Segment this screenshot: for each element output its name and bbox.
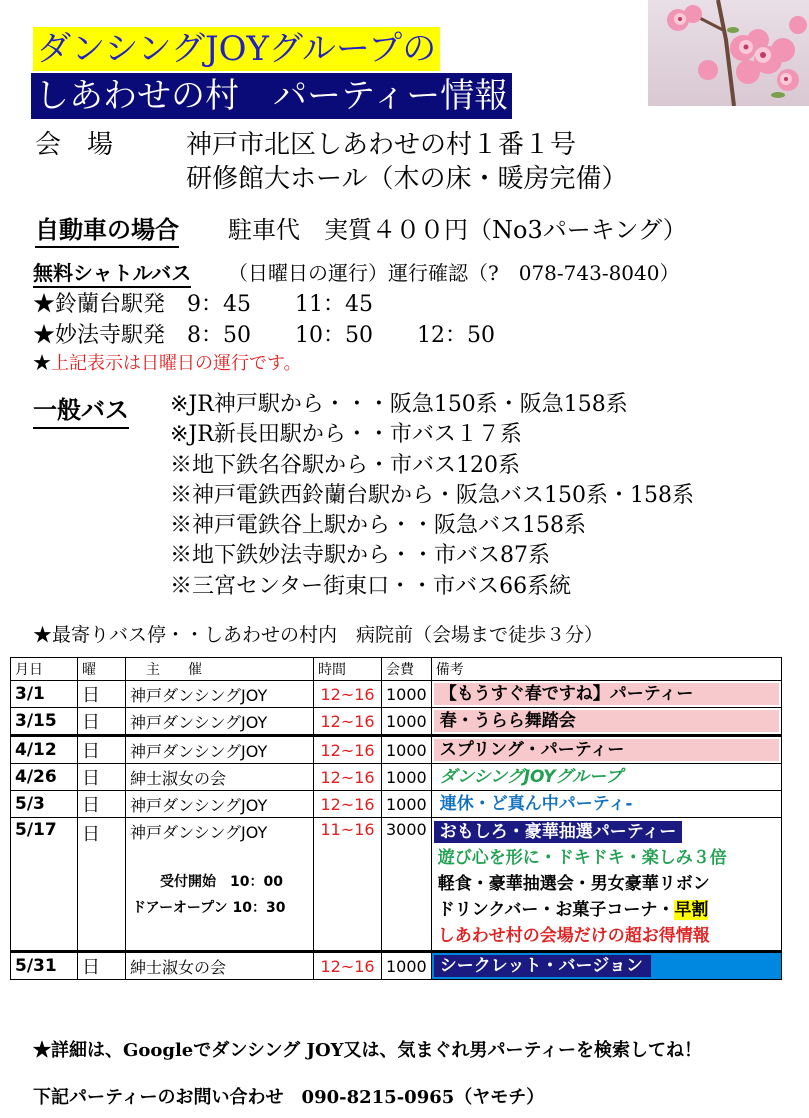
- blossom-photo: [648, 0, 809, 106]
- venue-hall: 研修館大ホール（木の床・暖房完備）: [186, 164, 628, 194]
- row-note-4-text: ドリンクバー・お菓子コーナ・: [437, 900, 675, 920]
- row-time: 11~16: [314, 818, 382, 952]
- shuttle-note-text: 上記表示は日曜日の運行です。: [51, 353, 302, 374]
- shuttle-route-1: ★鈴蘭台駅発 9：45 11：45: [33, 292, 373, 317]
- table-row: [11, 708, 782, 736]
- row-note: シークレット・バージョン: [434, 955, 651, 977]
- title-line-2: しあわせの村 パーティー情報: [31, 73, 512, 119]
- row-day: 日: [78, 791, 126, 818]
- row-day: 日: [78, 736, 126, 764]
- title-line-1: ダンシングJOYグループの: [33, 27, 440, 71]
- row-time: 12~16: [314, 791, 382, 818]
- row-host: 紳士淑女の会: [126, 764, 314, 791]
- bus-route: ※地下鉄名谷駅から・市バス120系: [170, 452, 520, 478]
- venue-label: 会 場: [35, 130, 114, 160]
- bus-label: 一般バス: [33, 390, 129, 429]
- row-date: 5/17: [11, 818, 78, 952]
- car-text: 駐車代 実質４００円（No3パーキング）: [228, 216, 687, 244]
- shuttle-label: 無料シャトルバス: [33, 257, 191, 288]
- row-fee: 1000: [382, 952, 432, 980]
- nearest-stop: ★最寄りバス停・・しあわせの村内 病院前（会場まで徒歩３分）: [33, 624, 604, 646]
- bus-route: ※神戸電鉄谷上駅から・・阪急バス158系: [170, 513, 586, 539]
- row-day: 日: [78, 681, 126, 708]
- row-day: 日: [78, 952, 126, 980]
- venue-address: 神戸市北区しあわせの村１番１号: [186, 130, 577, 160]
- schedule-table: [10, 657, 782, 980]
- bus-route: ※三宮センター街東口・・市バス66系統: [170, 573, 572, 599]
- row-host: 神戸ダンシングJOY: [126, 791, 314, 818]
- row-note: 春・うらら舞踏会: [434, 710, 779, 732]
- row-date: 4/12: [11, 736, 78, 764]
- row-time: 12~16: [314, 681, 382, 708]
- row-note-cell: [431, 791, 781, 818]
- row-date: 5/31: [11, 952, 78, 980]
- row-fee: 1000: [382, 681, 432, 708]
- header-host: 主 催: [126, 658, 314, 681]
- table-row: [11, 952, 782, 980]
- row-note: 【もうすぐ春ですね】パーティー: [434, 683, 779, 705]
- header-note: 備考: [431, 658, 781, 681]
- footer-contact: 下記パーティーのお問い合わせ 090-8215-0965（ヤモチ）: [33, 1087, 545, 1108]
- header-date: 月日: [11, 658, 78, 681]
- row-day: 日: [78, 818, 126, 952]
- table-row: [11, 736, 782, 764]
- header-time: 時間: [314, 658, 382, 681]
- row-note-cell: [431, 681, 781, 708]
- row-fee: 1000: [382, 736, 432, 764]
- row-note-3: 軽食・豪華抽選会・男女豪華リボン: [437, 874, 710, 894]
- row-note-cell: [431, 736, 781, 764]
- shuttle-route-2: ★妙法寺駅発 8：50 10：50 12：50: [33, 323, 495, 348]
- row-host: 神戸ダンシングJOY: [126, 736, 314, 764]
- row-note-cell: [431, 818, 781, 952]
- bus-route: ※神戸電鉄西鈴蘭台駅から・阪急バス150系・158系: [170, 482, 694, 508]
- row-day: 日: [78, 708, 126, 736]
- row-fee: 1000: [382, 791, 432, 818]
- bus-route: ※JR神戸駅から・・・阪急150系・阪急158系: [170, 392, 628, 417]
- row-fee: 1000: [382, 708, 432, 736]
- row-host: 神戸ダンシングJOY: [126, 681, 314, 708]
- footer-search-note: ★詳細は、Googleでダンシング JOY又は、気まぐれ男パーティーを検索してね！: [33, 1040, 703, 1061]
- row-date: 3/15: [11, 708, 78, 736]
- row-fee: 3000: [382, 818, 432, 952]
- header-fee: 会費: [382, 658, 432, 681]
- row-date: 5/3: [11, 791, 78, 818]
- row-time: 12~16: [314, 952, 382, 980]
- door-open-time: ドアーオープン 10：30: [132, 900, 286, 916]
- bus-routes: [170, 390, 694, 602]
- row-time: 12~16: [314, 764, 382, 791]
- row-date: 3/1: [11, 681, 78, 708]
- row-note: おもしろ・豪華抽選パーティー: [434, 821, 683, 843]
- table-row: [11, 818, 782, 952]
- row-date: 4/26: [11, 764, 78, 791]
- shuttle-text: （日曜日の運行）運行確認（? 078-743-8040）: [228, 261, 680, 285]
- row-note-cell: [431, 708, 781, 736]
- row-host: 神戸ダンシングJOY: [130, 823, 268, 842]
- row-fee: 1000: [382, 764, 432, 791]
- row-day: 日: [78, 764, 126, 791]
- table-header-row: [11, 658, 782, 681]
- row-note: 連休・ど真ん中パーティ-: [439, 794, 633, 814]
- row-time: 12~16: [314, 708, 382, 736]
- row-time: 12~16: [314, 736, 382, 764]
- table-row: [11, 791, 782, 818]
- car-label: 自動車の場合: [35, 210, 179, 248]
- row-note: スプリング・パーティー: [434, 739, 779, 761]
- row-note-4: [434, 897, 779, 923]
- star-icon: ★: [33, 353, 51, 374]
- row-host-cell: [126, 818, 314, 952]
- bus-route: ※JR新長田駅から・・市バス１７系: [170, 422, 522, 448]
- table-row: [11, 764, 782, 791]
- row-note-2: 遊び心を形に・ドキドキ・楽しみ３倍: [437, 848, 727, 868]
- reception-time: 受付開始 10：00: [160, 874, 283, 890]
- row-host: 神戸ダンシングJOY: [126, 708, 314, 736]
- early-discount-badge: 早割: [674, 900, 709, 920]
- row-note-cell: [431, 952, 781, 980]
- row-note-cell: [431, 764, 781, 791]
- header-day: 曜: [78, 658, 126, 681]
- row-host: 紳士淑女の会: [126, 952, 314, 980]
- shuttle-note: [33, 349, 302, 375]
- table-row: [11, 681, 782, 708]
- row-note-5: しあわせ村の会場だけの超お得情報: [437, 926, 710, 946]
- bus-route: ※地下鉄妙法寺駅から・・市バス87系: [170, 543, 550, 569]
- row-note: ダンシングJOYグループ: [439, 767, 623, 787]
